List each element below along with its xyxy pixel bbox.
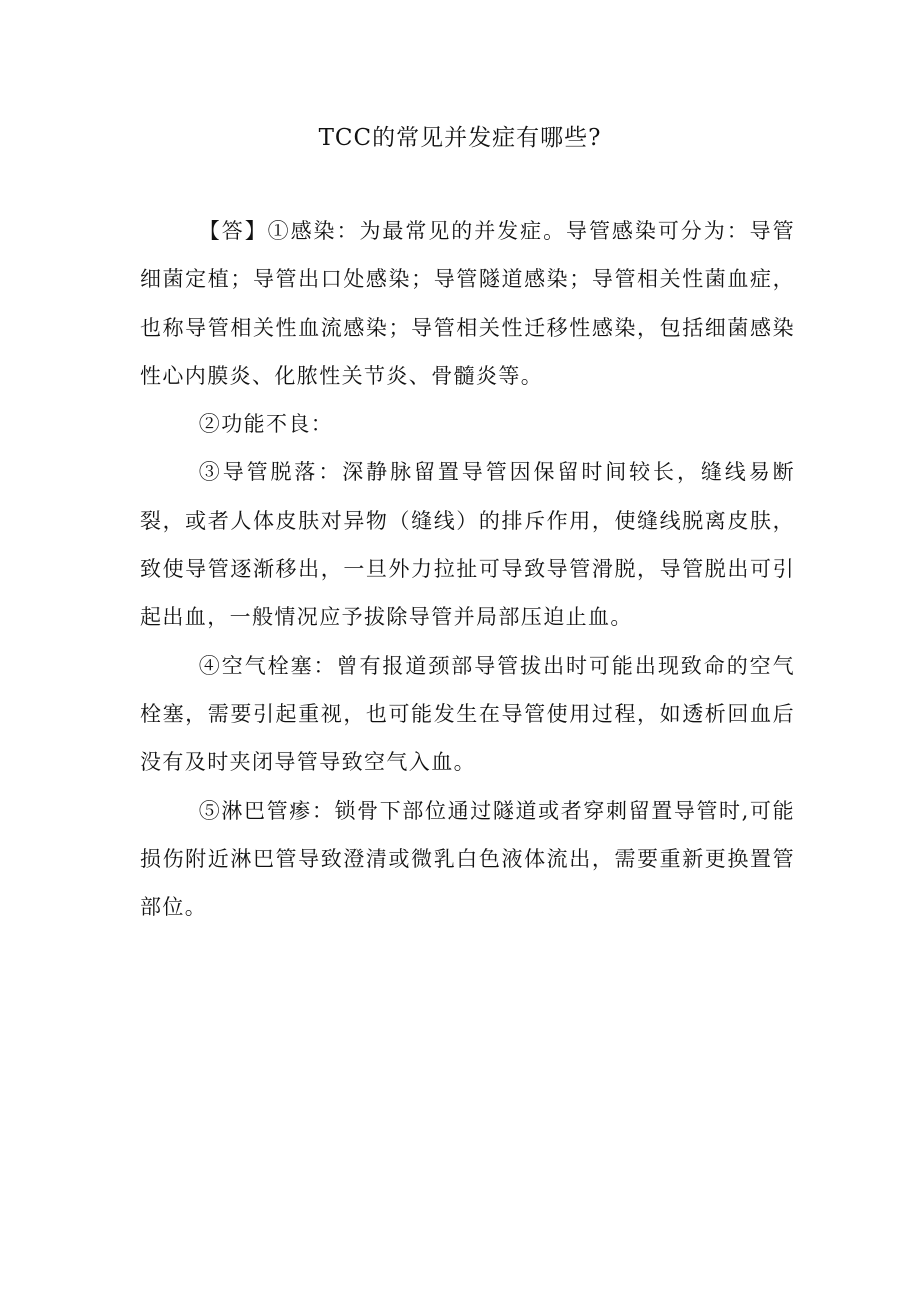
document-body bbox=[140, 207, 795, 931]
paragraph-infection: 【答】①感染：为最常见的并发症。导管感染可分为：导管细菌定植；导管出口处感染；导管隧道感染；导管相关性菌血症，也称导管相关性血流感染；导管相关性迁移性感染，包括细菌感染性心内膜炎、化脓性关节炎、骨髓炎等。 bbox=[140, 219, 795, 388]
paragraph-dysfunction: ②功能不良： bbox=[198, 412, 334, 437]
paragraph-air-embolism: ④空气栓塞：曾有报道颈部导管拔出时可能出现致命的空气栓塞，需要引起重视，也可能发生在导管使用过程，如透析回血后没有及时夹闭导管导致空气入血。 bbox=[140, 653, 795, 775]
page-title: TCC的常见并发症有哪些? bbox=[318, 125, 602, 151]
paragraph-lymphatic-fistula: ⑤淋巴管瘆：锁骨下部位通过隧道或者穿刺留置导管时,可能损伤附近淋巴管导致澄清或微乳白色液体流出，需要重新更换置管部位。 bbox=[140, 798, 795, 920]
paragraph-dislodgement: ③导管脱落：深静脉留置导管因保留时间较长，缝线易断裂，或者人体皮肤对异物（缝线）的排斥作用，使缝线脱离皮肤，致使导管逐渐移出，一旦外力拉扯可导致导管滑脱，导管脱出可引起出血，一般情况应予拔除导管并局部压迫止血。 bbox=[140, 460, 795, 630]
